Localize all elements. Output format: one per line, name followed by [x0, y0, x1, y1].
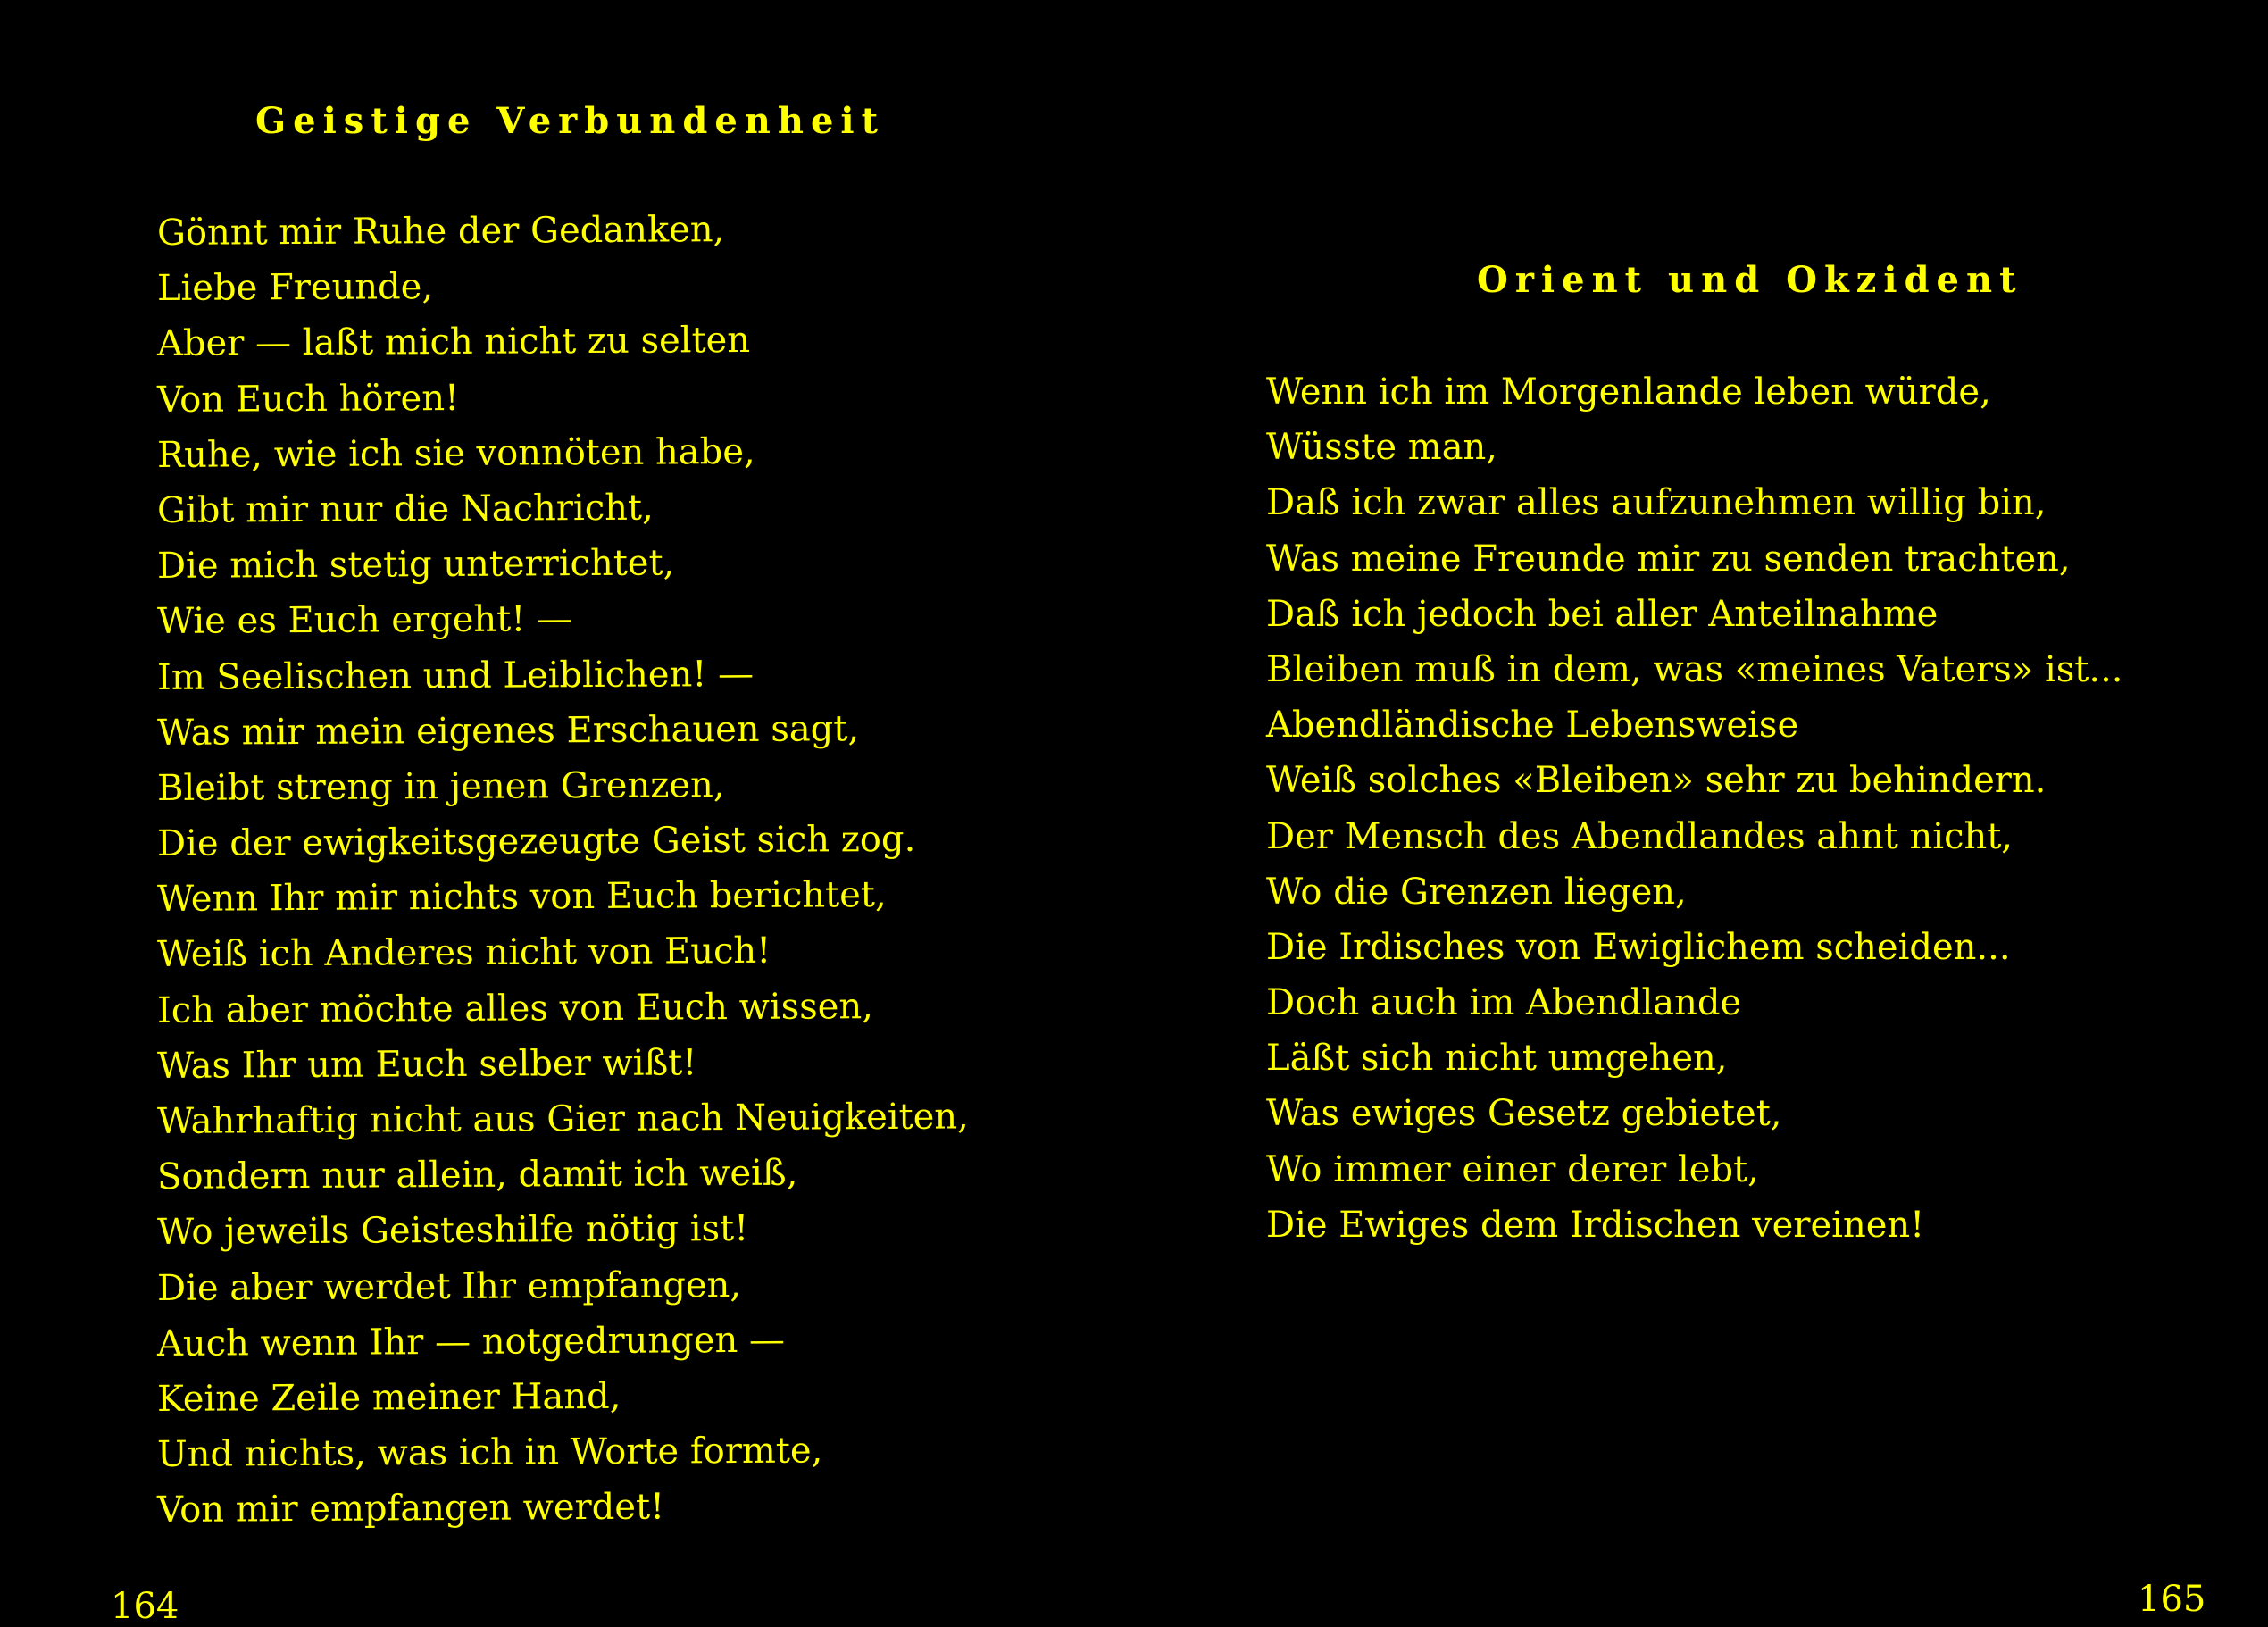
poem-line: Sondern nur allein, damit ich weiß, [156, 1152, 798, 1198]
poem-line: Die Irdisches von Ewiglichem scheiden... [1266, 926, 2011, 968]
poem-line: Wahrhaftig nicht aus Gier nach Neuigkeiten, [156, 1096, 969, 1142]
poem-line: Bleibt streng in jenen Grenzen, [156, 763, 725, 809]
poem-line: Ruhe, wie ich sie vonnöten habe, [156, 430, 755, 476]
poem-line: Was ewiges Gesetz gebietet, [1266, 1093, 1782, 1135]
poem-line: Was mir mein eigenes Erschauen sagt, [156, 707, 860, 754]
poem-line: Abendländische Lebensweise [1266, 705, 1799, 747]
poem-line: Die Ewiges dem Irdischen vereinen! [1266, 1204, 1925, 1246]
poem-line: Wenn ich im Morgenlande leben würde, [1266, 371, 1991, 413]
poem-line: Die aber werdet Ihr empfangen, [156, 1264, 742, 1309]
poem-line: Der Mensch des Abendlandes ahnt nicht, [1266, 815, 2014, 857]
poem-line: Wo die Grenzen liegen, [1266, 871, 1687, 913]
poem-line: Wie es Euch ergeht! — [156, 598, 573, 643]
poem-line: Weiß solches «Bleiben» sehr zu behindern. [1266, 760, 2047, 802]
poem-line: Weiß ich Anderes nicht von Euch! [156, 930, 771, 976]
poem-line: Wenn Ihr mir nichts von Euch berichtet, [156, 874, 887, 921]
poem-line: Aber — laßt mich nicht zu selten [156, 320, 751, 365]
poem-line: Liebe Freunde, [156, 266, 434, 310]
poem-line: Die der ewigkeitsgezeugte Geist sich zog. [156, 818, 916, 865]
poem-line: Daß ich zwar alles aufzunehmen willig bin, [1266, 482, 2047, 524]
poem-line: Auch wenn Ihr — notgedrungen — [156, 1319, 786, 1364]
poem-line: Von Euch hören! [156, 377, 460, 421]
poem-line: Im Seelischen und Leiblichen! — [156, 653, 755, 698]
poem-line: Gönnt mir Ruhe der Gedanken, [156, 209, 725, 254]
poem-line: Und nichts, was ich in Worte formte, [156, 1430, 823, 1476]
poem-line: Ich aber möchte alles von Euch wissen, [156, 985, 873, 1031]
poem-line: Was meine Freunde mir zu senden trachten, [1266, 538, 2071, 580]
poem-line: Läßt sich nicht umgehen, [1266, 1038, 1728, 1080]
poem-body [157, 205, 969, 1539]
left-page [0, 0, 1134, 1625]
poem-line: Wo immer einer derer lebt, [1266, 1148, 1759, 1190]
poem-line: Keine Zeile meiner Hand, [156, 1375, 621, 1420]
poem-title: Geistige Verbundenheit [255, 100, 886, 142]
poem-line: Von mir empfangen werdet! [156, 1486, 665, 1531]
poem-line: Wo jeweils Geisteshilfe nötig ist! [156, 1208, 749, 1254]
poem-line: Doch auch im Abendlande [1266, 982, 1742, 1024]
poem-title: Orient und Okzident [1477, 259, 2023, 301]
page-number: 165 [2138, 1579, 2206, 1620]
poem-line: Gibt mir nur die Nachricht, [156, 487, 654, 531]
poem-line: Wüsste man, [1266, 427, 1498, 469]
poem-body [1266, 364, 2123, 1253]
poem-line: Daß ich jedoch bei aller Anteilnahme [1266, 593, 1939, 635]
poem-line: Was Ihr um Euch selber wißt! [156, 1042, 697, 1087]
page-number: 164 [111, 1586, 179, 1627]
poem-line: Bleiben muß in dem, was «meines Vaters» ist... [1266, 648, 2123, 690]
poem-line: Die mich stetig unterrichtet, [156, 542, 675, 588]
right-page [1134, 0, 2268, 1625]
